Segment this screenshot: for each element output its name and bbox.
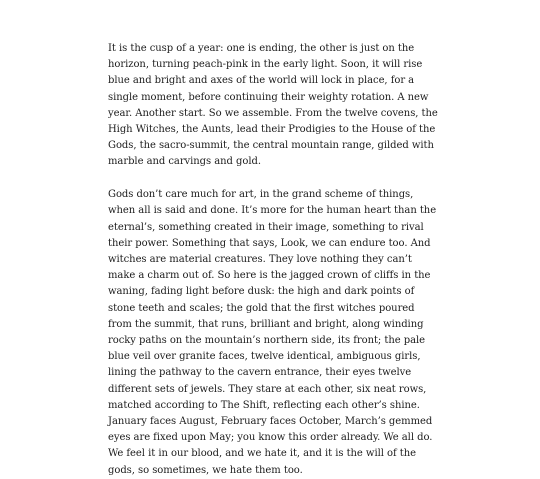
paragraph-1: It is the cusp of a year: one is ending, the other is just on the horizon, turning peach-pink in the early light. Soon, it will rise blue and bright and axes of the world will lock in place, for a single moment, before continuing their weighty rotation. A new year. Another start. So we assemble. From the twelve covens, the High Witches, the Aunts, lead their Prodigies to the House of the Gods, the sacro-summit, the central mountain range, gilded with marble and carvings and gold.: [108, 43, 438, 168]
paragraph-2: Gods don’t care much for art, in the grand scheme of things, when all is said and done. It’s more for the human heart than the eternal’s, something created in their image, something to rival their power. Something that says, Look, we can endure too. And witches are material creatures. They love nothing they can’t make a charm out of. So here is the jagged crown of cliffs in the waning, fading light before dusk: the high and dark points of stone teeth and scales; the gold that the first witches poured from the summit, that runs, brilliant and bright, along winding rocky paths on the mountain’s northern side, its front; the pale blue veil over granite faces, twelve identical, ambiguous girls, lining the pathway to the cavern entrance, their eyes twelve different sets of jewels. They stare at each other, six neat rows, matched according to The Shift, reflecting each other’s shine. January faces August, February faces October, March’s gemmed eyes are fixed upon May; you know this order already. We all do. We feel it in our blood, and we hate it, and it is the will of the gods, so sometimes, we hate them too.: [108, 189, 437, 476]
body-text: [108, 41, 438, 479]
